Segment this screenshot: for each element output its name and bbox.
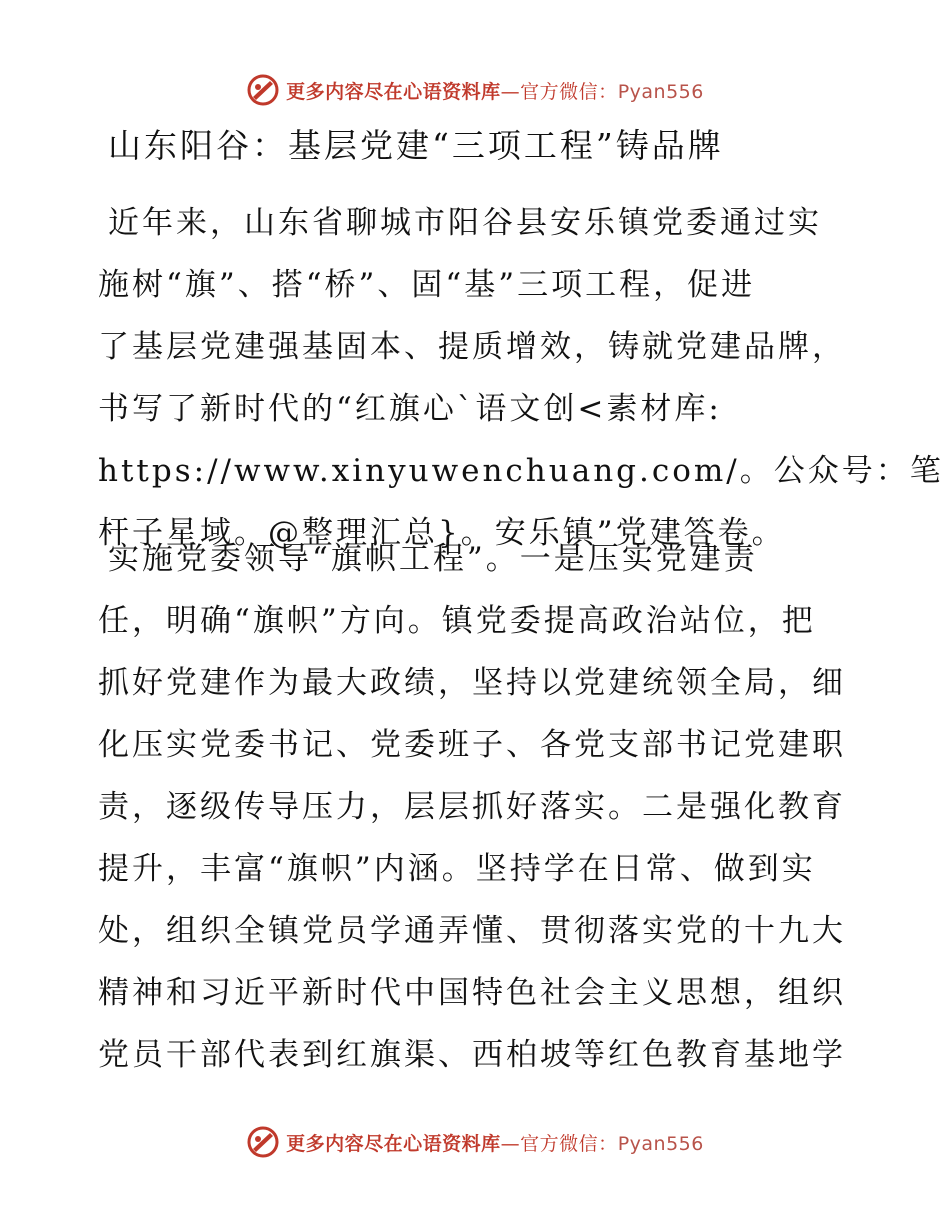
paragraph-line: 提升，丰富“旗帜”内涵。坚持学在日常、做到实 [98, 851, 816, 887]
paragraph-line: 了基层党建强基固本、提质增效，铸就党建品牌， [98, 329, 846, 365]
wechat-id: Pyan556 [617, 1132, 704, 1155]
paragraph-line: 精神和习近平新时代中国特色社会主义思想，组织 [98, 975, 846, 1011]
paragraph-line: 党员干部代表到红旗渠、西柏坡等红色教育基地学 [98, 1037, 846, 1073]
paragraph-line: 化压实党委书记、党委班子、各党支部书记党建职 [98, 727, 846, 763]
separator: — [500, 80, 521, 103]
brand-logo-icon [246, 1125, 280, 1159]
bottom-watermark-banner [0, 1122, 950, 1162]
article-title: 山东阳谷：基层党建“三项工程”铸品牌 [108, 126, 724, 165]
library-text: 更多内容尽在心语资料库 [286, 80, 501, 103]
watermark-text [286, 77, 704, 104]
watermark-text [286, 1129, 704, 1156]
library-text: 更多内容尽在心语资料库 [286, 1132, 501, 1155]
paragraph-1 [98, 192, 944, 564]
wechat-id: Pyan556 [617, 80, 704, 103]
paragraph-line: 任，明确“旗帜”方向。镇党委提高政治站位，把 [98, 603, 816, 639]
paragraph-line: 责，逐级传导压力，层层抓好落实。二是强化教育 [98, 789, 846, 825]
brand-logo-icon [246, 73, 280, 107]
paragraph-line: 抓好党建作为最大政绩，坚持以党建统领全局，细 [98, 665, 846, 701]
paragraph-line: 处，组织全镇党员学通弄懂、贯彻落实党的十九大 [98, 913, 846, 949]
paragraph-line: 施树“旗”、搭“桥”、固“基”三项工程，促进 [98, 267, 756, 303]
paragraph-2 [98, 528, 858, 1086]
wechat-label: 官方微信： [520, 80, 618, 103]
paragraph-line: 实施党委领导“旗帜工程”。一是压实党建责 [108, 541, 758, 577]
separator: — [500, 1132, 521, 1155]
paragraph-line: 书写了新时代的“红旗心`语文创<素材库: [98, 391, 722, 427]
paragraph-line: https://www.xinyuwenchuang.com/。公众号：笔 [98, 453, 944, 489]
top-watermark-banner [0, 70, 950, 110]
paragraph-line: 杆子星域。@整理汇总}。安乐镇”党建答卷。 [98, 515, 786, 551]
paragraph-line: 近年来，山东省聊城市阳谷县安乐镇党委通过实 [108, 205, 822, 241]
wechat-label: 官方微信： [520, 1132, 618, 1155]
